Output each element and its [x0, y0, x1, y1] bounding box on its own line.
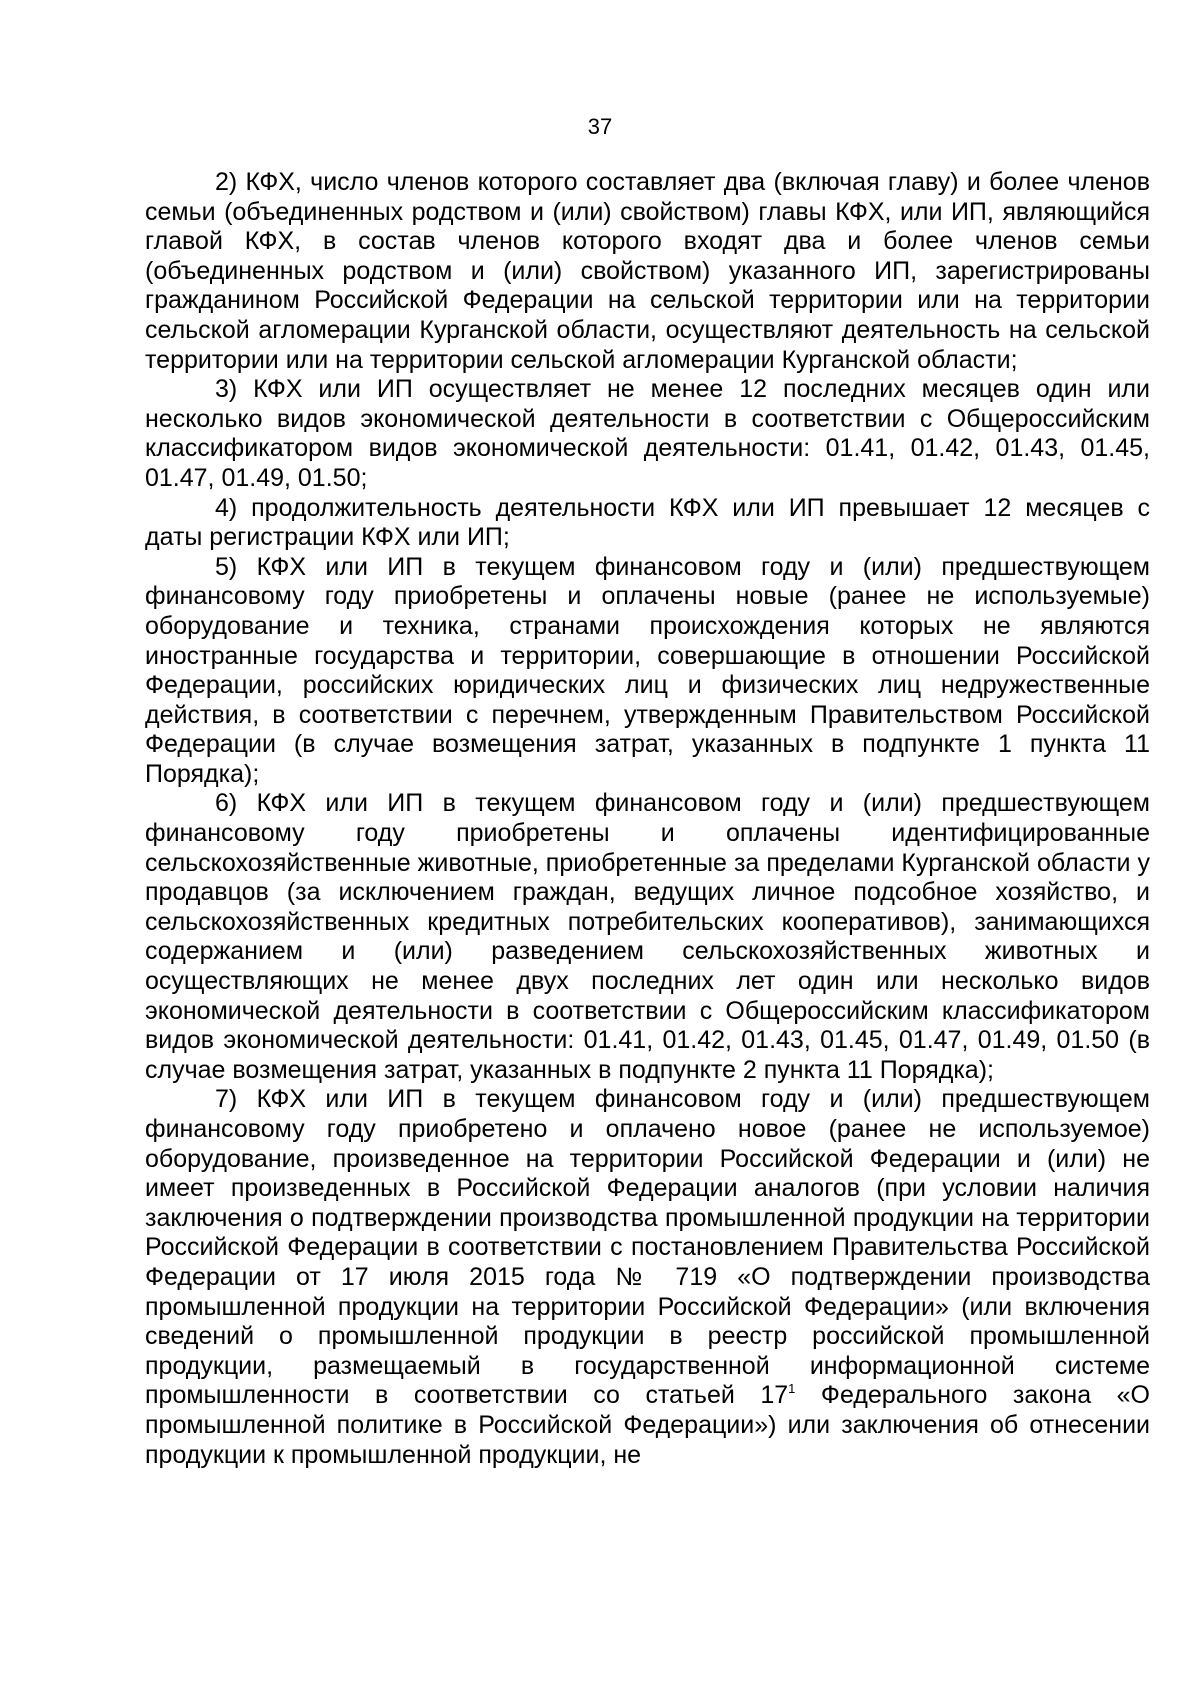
paragraph-text-before: 7) КФХ или ИП в текущем финансовом году и (или) предшествующем финансовому году приобретено и оплачено новое (ранее не используемое) оборудование, произведенное на территории Российской Федерации и (или) не имеет произведенных в Российской Федерации аналогов (при условии наличия заключения о подтверждении производства промышленной продукции на территории Российской Федерации в соответствии с постановлением Правительства Российской Федерации от 17 июля 2015 года № 719 «О подтверждении производства промышленной продукции на территории Российской Федерации» (или включения сведений о промышленной продукции в реестр российской промышленной продукции, размещаемый в государственной информационной системе промышленности в соответствии со статьей 17 — [145, 1085, 1150, 1410]
paragraph-item-7 — [145, 1085, 1150, 1470]
article-superscript: 1 — [788, 1381, 796, 1397]
paragraph-item-3: 3) КФХ или ИП осуществляет не менее 12 последних месяцев один или несколько видов экономической деятельности в соответствии с Общероссийским классификатором видов экономической деятельности: 01.41, 01.42, 01.43, 01.45, 01.47, 01.49, 01.50; — [145, 375, 1150, 492]
document-body — [145, 168, 1150, 1470]
paragraph-item-4: 4) продолжительность деятельности КФХ или ИП превышает 12 месяцев с даты регистрации КФХ или ИП; — [145, 493, 1150, 552]
paragraph-item-5: 5) КФХ или ИП в текущем финансовом году и (или) предшествующем финансовому году приобретены и оплачены новые (ранее не используемые) оборудование и техника, странами происхождения которых не являются иностранные государства и территории, совершающие в отношении Российской Федерации, российских юридических лиц и физических лиц недружественные действия, в соответствии с перечнем, утвержденным Правительством Российской Федерации (в случае возмещения затрат, указанных в подпункте 1 пункта 11 Порядка); — [145, 552, 1150, 788]
page-number: 37 — [587, 114, 613, 139]
paragraph-text-after: Федерального закона «О промышленной политике в Российской Федерации») или заключения об отнесении продукции к промышленной продукции, не — [145, 1381, 1150, 1469]
paragraph-item-2: 2) КФХ, число членов которого составляет два (включая главу) и более членов семьи (объединенных родством и (или) свойством) главы КФХ, или ИП, являющийся главой КФХ, в состав членов которого входят два и более членов семьи (объединенных родством и (или) свойством) указанного ИП, зарегистрированы гражданином Российской Федерации на сельской территории или на территории сельской агломерации Курганской области, осуществляют деятельность на сельской территории или на территории сельской агломерации Курганской области; — [145, 168, 1150, 374]
paragraph-item-6: 6) КФХ или ИП в текущем финансовом году и (или) предшествующем финансовому году приобретены и оплачены идентифицированные сельскохозяйственные животные, приобретенные за пределами Курганской области у продавцов (за исключением граждан, ведущих личное подсобное хозяйство, и сельскохозяйственных кредитных потребительских кооперативов), занимающихся содержанием и (или) разведением сельскохозяйственных животных и осуществляющих не менее двух последних лет один или несколько видов экономической деятельности в соответствии с Общероссийским классификатором видов экономической деятельности: 01.41, 01.42, 01.43, 01.45, 01.47, 01.49, 01.50 (в случае возмещения затрат, указанных в подпункте 2 пункта 11 Порядка); — [145, 789, 1150, 1084]
